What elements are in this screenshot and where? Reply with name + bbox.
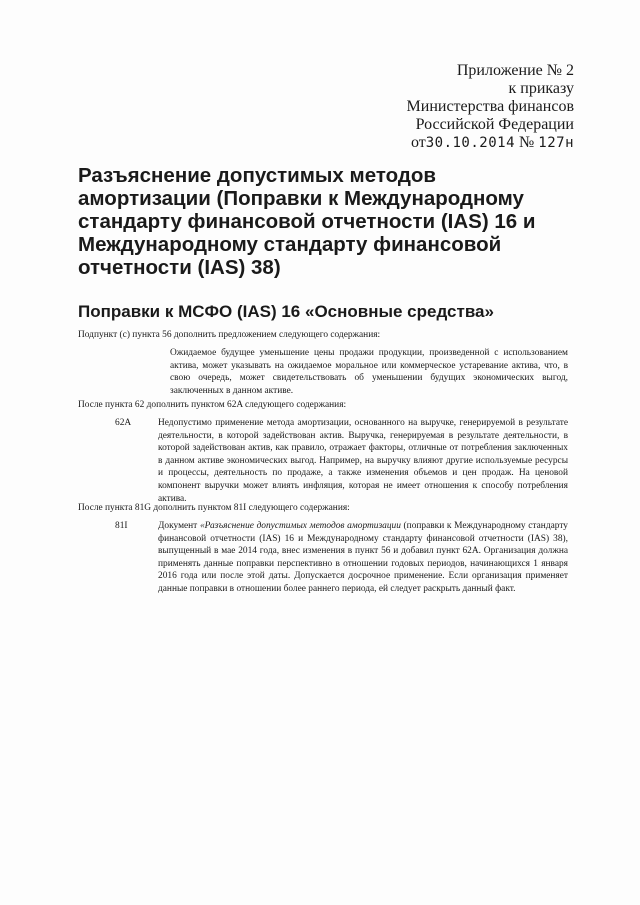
order-date-row [407, 134, 574, 152]
order-date: 30.10.2014 [425, 135, 516, 151]
text-prefix: Документ [158, 521, 200, 531]
ministry-label: Министерства финансов [406, 98, 574, 115]
date-prefix: от [410, 134, 426, 151]
instruction-1: Подпункт (c) пункта 56 дополнить предложением следующего содержания: [78, 330, 381, 340]
number-sign: № [519, 134, 535, 151]
instruction-2: После пункта 62 дополнить пунктом 62A следующего содержания: [78, 400, 347, 410]
appendix-label: Приложение № 2 [456, 62, 574, 79]
paragraph-number-62a: 62A [115, 418, 132, 428]
order-number: 127н [538, 135, 574, 151]
document-name-italic: «Разъяснение допустимых методов амортизации [199, 521, 401, 531]
section-heading: Поправки к МСФО (IAS) 16 «Основные средства» [78, 302, 494, 321]
document-title: Разъяснение допустимых методов амортизации (Поправки к Международному стандарту финансовой отчетности (IAS) 16 и Международному стандарту финансовой отчетности (IAS) 38) [78, 164, 536, 279]
amendment-text-56c: Ожидаемое будущее уменьшение цены продажи продукции, произведенной с использованием актива, может указывать на ожидаемое моральное или коммерческое устаревание актива, что, в свою очередь, может свидетельствовать об уменьшении будущих экономических выгод, заключенных в данном активе. [170, 348, 568, 396]
amendment-text-62a: Недопустимо применение метода амортизации, основанного на выручке, генерируемой в результате деятельности, в которой задействован актив. Выручка, генерируемая в результате деятельности, в которой задействован актив, как правило, отражает факторы, отличные от потребления заключенных в данном активе экономических выгод. Например, на выручку влияют другие используемые ресурсы и процессы, деятельность по продаже, а также изменения объемов и цен продаж. На ценовой компонент выручки может влиять инфляция, которая не имеет отношения к способу потребления актива. [158, 418, 568, 504]
country-label: Российской Федерации [415, 116, 574, 133]
appendix-header [407, 62, 574, 152]
text-rest: (поправки к Международному стандарту финансовой отчетности (IAS) 16 и Международному стандарту финансовой отчетности (IAS) 38), выпущенный в мае 2014 года, внес изменения в пункт 56 и добавил пункт 62A. Организация должна применять данные поправки перспективно в отношении годовых периодов, начинающихся 1 января 2016 года или после этой даты. Допускается досрочное применение. Если организация применяет данные поправки в отношении более раннего периода, ей следует раскрыть данный факт. [158, 521, 568, 594]
instruction-3: После пункта 81G дополнить пунктом 81I следующего содержания: [78, 503, 350, 513]
to-order-label: к приказу [508, 80, 574, 97]
paragraph-number-81i: 81I [115, 521, 128, 531]
amendment-text-81i [158, 520, 568, 596]
